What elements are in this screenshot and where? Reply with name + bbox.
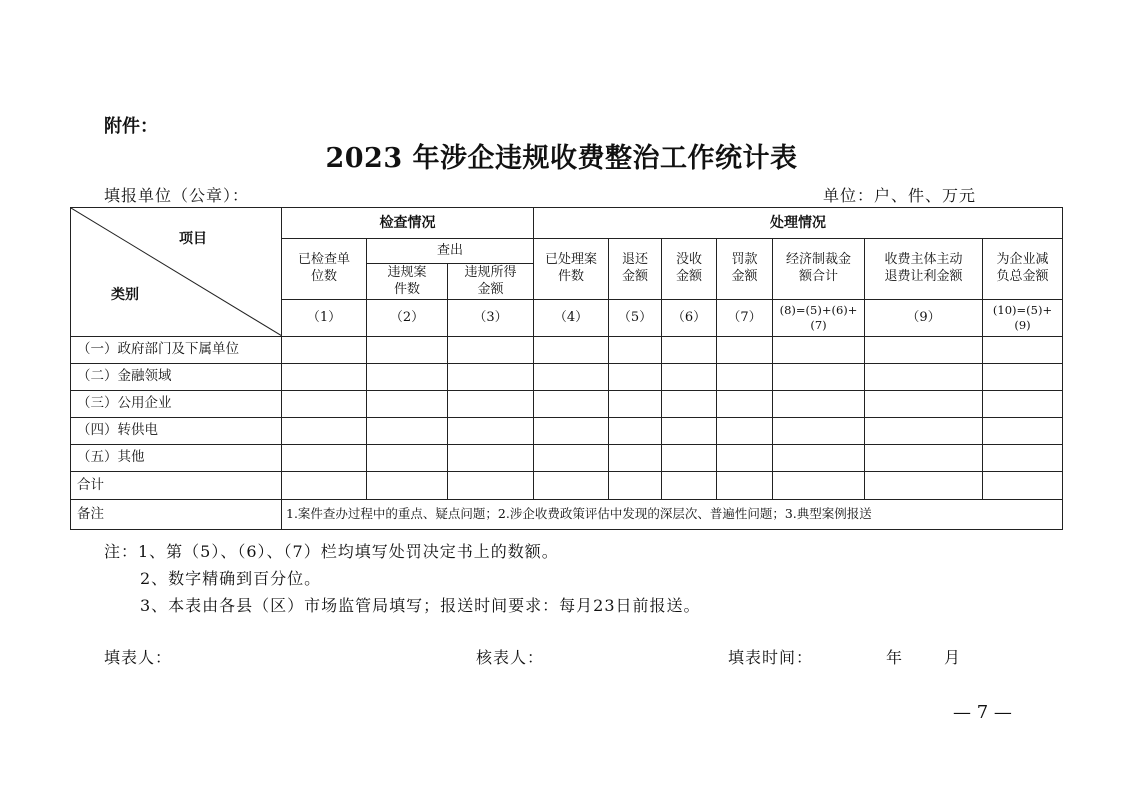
data-cell[interactable] [609,445,662,472]
check-group-header: 检查情况 [282,208,534,239]
data-cell[interactable] [983,337,1063,364]
column-code-3: （3） [448,300,534,337]
row-label: （五）其他 [71,445,282,472]
diagonal-header-cell [71,208,282,337]
data-cell[interactable] [662,337,717,364]
data-cell[interactable] [282,472,367,500]
statistics-table [70,207,1063,530]
column-code-6: （6） [662,300,717,337]
data-cell[interactable] [609,337,662,364]
data-cell[interactable] [609,472,662,500]
row-label: （四）转供电 [71,418,282,445]
row-label: （三）公用企业 [71,391,282,418]
data-cell[interactable] [773,445,865,472]
data-cell[interactable] [717,445,773,472]
table-row [71,418,1063,445]
data-cell[interactable] [717,472,773,500]
header-fine-amount: 罚款金额 [717,239,773,300]
data-cell[interactable] [534,391,609,418]
row-label: 合计 [71,472,282,500]
data-cell[interactable] [865,472,983,500]
table-row [71,445,1063,472]
data-cell[interactable] [367,364,448,391]
data-cell[interactable] [448,445,534,472]
table-row [71,391,1063,418]
reviewer-label: 核表人： [476,648,545,667]
month-label: 月 [944,648,962,667]
header-illegal-gains: 违规所得金额 [448,264,534,300]
data-cell[interactable] [717,364,773,391]
data-cell[interactable] [534,472,609,500]
data-cell[interactable] [662,472,717,500]
data-cell[interactable] [662,364,717,391]
data-cell[interactable] [773,418,865,445]
remarks-label: 备注 [71,500,282,530]
data-cell[interactable] [983,364,1063,391]
data-cell[interactable] [448,391,534,418]
column-code-5: （5） [609,300,662,337]
data-cell[interactable] [609,364,662,391]
data-cell[interactable] [367,472,448,500]
data-cell[interactable] [448,472,534,500]
data-cell[interactable] [662,445,717,472]
data-cell[interactable] [717,337,773,364]
header-refund-amount: 退还金额 [609,239,662,300]
year-label: 年 [886,648,904,667]
data-cell[interactable] [609,391,662,418]
header-confiscated-amount: 没收金额 [662,239,717,300]
data-cell[interactable] [773,391,865,418]
data-cell[interactable] [367,391,448,418]
header-economic-sanction: 经济制裁金额合计 [773,239,865,300]
data-cell[interactable] [448,337,534,364]
data-cell[interactable] [534,337,609,364]
header-checked-units: 已检查单位数 [282,239,367,300]
data-cell[interactable] [367,337,448,364]
unit-label: 单位：户、件、万元 [823,186,977,205]
item-header-label: 项目 [179,231,207,247]
data-cell[interactable] [282,445,367,472]
data-cell[interactable] [983,472,1063,500]
page-title: 2023 年涉企违规收费整治工作统计表 [325,143,798,174]
note-3: 3、本表由各县（区）市场监管局填写；报送时间要求：每月23日前报送。 [140,596,701,615]
data-cell[interactable] [983,391,1063,418]
data-cell[interactable] [367,445,448,472]
filler-label: 填表人： [104,648,173,667]
column-code-2: （2） [367,300,448,337]
data-cell[interactable] [773,364,865,391]
data-cell[interactable] [282,364,367,391]
attachment-label: 附件： [104,116,158,137]
data-cell[interactable] [534,445,609,472]
remarks-text: 1.案件查办过程中的重点、疑点问题；2.涉企收费政策评估中发现的深层次、普遍性问题；3.典型案例报送 [282,500,1063,530]
handle-group-header: 处理情况 [534,208,1063,239]
row-label: （一）政府部门及下属单位 [71,337,282,364]
column-code-1: （1） [282,300,367,337]
data-cell[interactable] [983,418,1063,445]
data-cell[interactable] [773,337,865,364]
data-cell[interactable] [448,418,534,445]
data-cell[interactable] [865,364,983,391]
remarks-row [71,500,1063,530]
data-cell[interactable] [662,391,717,418]
diagonal-line [71,208,282,336]
column-code-4: （4） [534,300,609,337]
data-cell[interactable] [865,445,983,472]
found-subgroup-header: 查出 [367,239,534,264]
header-handled-cases: 已处理案件数 [534,239,609,300]
reporting-unit-label: 填报单位（公章）： [104,186,250,205]
header-voluntary-refund: 收费主体主动退费让利金额 [865,239,983,300]
data-cell[interactable] [282,337,367,364]
category-header-label: 类别 [111,287,139,303]
table-row-total [71,472,1063,500]
data-cell[interactable] [282,391,367,418]
data-cell[interactable] [534,418,609,445]
data-cell[interactable] [367,418,448,445]
data-cell[interactable] [865,337,983,364]
header-burden-reduction: 为企业减负总金额 [983,239,1063,300]
header-violation-cases: 违规案件数 [367,264,448,300]
column-code-10: (10)=(5)+(9) [983,300,1063,337]
table-row [71,337,1063,364]
note-2: 2、数字精确到百分位。 [140,569,322,588]
data-cell[interactable] [865,391,983,418]
data-cell[interactable] [865,418,983,445]
data-cell[interactable] [534,364,609,391]
data-cell[interactable] [609,418,662,445]
data-cell[interactable] [717,391,773,418]
column-code-7: （7） [717,300,773,337]
row-label: （二）金融领域 [71,364,282,391]
note-1: 注：1、第（5）、（6）、（7）栏均填写处罚决定书上的数额。 [104,542,559,561]
column-code-9: （9） [865,300,983,337]
page-number: — 7 — [953,702,1012,723]
data-cell[interactable] [662,418,717,445]
data-cell[interactable] [773,472,865,500]
data-cell[interactable] [282,418,367,445]
data-cell[interactable] [717,418,773,445]
column-code-8: (8)=(5)+(6)+(7) [773,300,865,337]
fill-time-label: 填表时间： [728,648,814,667]
data-cell[interactable] [983,445,1063,472]
table-row [71,364,1063,391]
data-cell[interactable] [448,364,534,391]
